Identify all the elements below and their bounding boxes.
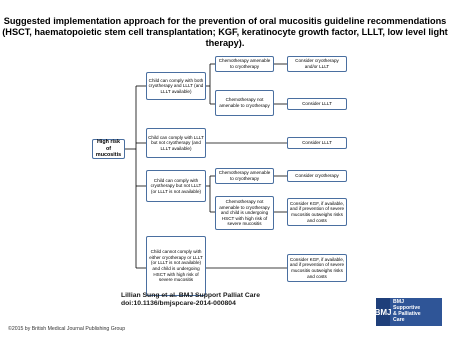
level2-label-2: Chemotherapy not amenable to cryotherapy: [219, 97, 270, 108]
root-node: [92, 139, 125, 159]
level3-node-2: [287, 98, 347, 110]
level1-node-1: [146, 72, 206, 100]
logo-line-4: Care: [393, 316, 405, 323]
level2-label-4: Chemotherapy not amenable to cryotherapy and child is undergoing HSCT with high risk of severe mucositis: [219, 199, 270, 227]
copyright-notice: ©2015 by British Medical Journal Publishing Group: [8, 326, 126, 332]
level3-node-5: [287, 198, 347, 226]
citation: [121, 292, 260, 309]
level1-node-2: [146, 128, 206, 158]
logo-line-1: BMJ: [393, 299, 404, 306]
level1-label-1: Child can comply with both cryotherapy and LLLT (and LLLT available): [148, 77, 204, 94]
level2-label-3: Chemotherapy amenable to cryotherapy: [218, 170, 271, 181]
level1-label-2: Child can comply with LLLT but not cryotherapy (and LLLT available): [148, 134, 204, 151]
level1-label-4: Child cannot comply with either cryotherapy or LLLT (or LLLT is not available) and child is undergoing HSCT with high risk of severe mucositis: [149, 249, 203, 283]
level2-node-3: [215, 168, 274, 184]
citation-doi: doi:10.1136/bmjspcare-2014-000804: [121, 300, 236, 308]
level2-node-2: [215, 90, 274, 116]
level3-label-6: Consider KGF, if available, and if prevention of severe mucositis outweighs risks and costs: [289, 256, 345, 279]
level3-label-2: Consider LLLT: [302, 101, 332, 107]
level1-label-3: Child can comply with cryotherapy but not LLLT (or LLLT is not available): [150, 177, 202, 194]
level1-node-4: [146, 236, 206, 296]
logo-line-2: Supportive: [393, 305, 421, 312]
level3-node-4: [287, 170, 347, 182]
logo-mark: BMJ: [376, 298, 390, 326]
logo-line-3: & Palliative: [393, 311, 421, 317]
level2-label-1: Chemotherapy amenable to cryotherapy: [218, 58, 271, 69]
level3-node-6: [287, 254, 347, 282]
logo-text: [390, 300, 421, 323]
level3-node-3: [287, 137, 347, 149]
level3-node-1: [287, 56, 347, 72]
journal-logo: [376, 298, 442, 326]
level3-label-3: Consider LLLT: [302, 140, 332, 146]
level3-label-5: Consider KGF, if available, and if prevention of severe mucositis outweighs risks and costs: [289, 200, 345, 223]
figure-title: Suggested implementation approach for the prevention of oral mucositis guideline recommendations (HSCT, haematopoietic stem cell transplantation; KGF, keratinocyte growth factor, LLLT, low level light therapy).: [2, 16, 448, 48]
level2-node-1: [215, 56, 274, 72]
citation-authors: Lillian Sung et al. BMJ Support Palliat Care: [121, 292, 260, 299]
level2-node-4: [215, 196, 274, 230]
level1-node-3: [146, 170, 206, 202]
root-label: High risk of mucositis: [95, 139, 122, 159]
level3-label-1: Consider cryotherapy and/or LLLT: [295, 58, 339, 69]
level3-label-4: Consider cryotherapy: [295, 173, 339, 179]
